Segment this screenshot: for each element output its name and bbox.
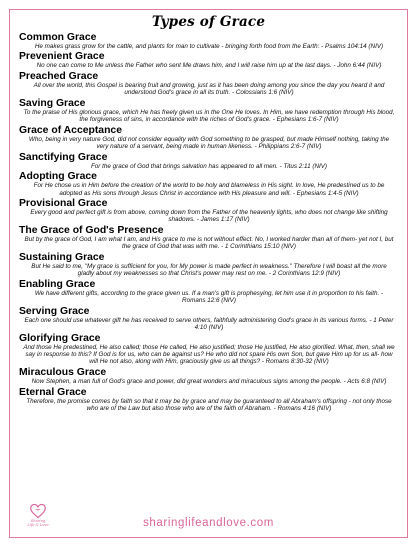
section-heading: Miraculous Grace: [19, 366, 107, 378]
scripture-verse: But by the grace of God, I am what I am, and His grace to me is not without effect. No, I worked harder than all of them- yet not I, but the grace of God that was with me. - 1 Corinthians 15:10 (NIV): [24, 236, 394, 251]
grace-section: [19, 198, 399, 223]
section-heading: Enabling Grace: [19, 278, 96, 290]
section-heading: Serving Grace: [19, 305, 90, 317]
section-heading: Prevenient Grace: [19, 51, 105, 63]
grace-section: [19, 152, 399, 170]
grace-section: [19, 71, 399, 96]
scripture-verse: We have different gifts, according to the grace given us. If a man's gift is prophesying, let him use it in proportion to his faith. - Romans 12:6 (NIV): [34, 289, 384, 305]
scripture-verse: Therefore, the promise comes by faith so that it may be by grace and may be guaranteed to all Abraham's offspring - not only those who are of the Law but also those who are of the faith of Abraham. - Romans 4:16 (NIV): [26, 397, 392, 412]
grace-section: [19, 32, 399, 50]
grace-section: [19, 225, 399, 250]
scripture-verse: To the praise of His glorious grace, which He has freely given us in the One He loves. In Him, we have redemption through His blood, the forgiveness of sins, in accordance with the riches of God's grace. - Ephesians 1:6-7 (NIV): [23, 108, 395, 124]
scripture-verse: Every good and perfect gift is from above, coming down from the Father of the heavenly lights, who does not change like shifting shadows. - James 1:17 (NIV): [30, 209, 388, 224]
grace-list: [10, 32, 407, 412]
section-heading: Eternal Grace: [19, 386, 87, 398]
section-heading: Saving Grace: [19, 97, 86, 109]
scripture-verse: Each one should use whatever gift he has received to serve others, faithfully administering God's grace in its various forms. - 1 Peter 4:10 (NIV): [24, 316, 394, 332]
section-heading: Preached Grace: [19, 70, 99, 82]
footer-url: sharinglifeandlove.com: [143, 517, 274, 529]
scripture-verse: Now Stephen, a man full of God's grace and power, did great wonders and miraculous signs among the people. - Acts 6:8 (NIV): [31, 377, 387, 385]
section-heading: Provisional Grace: [19, 198, 108, 210]
scripture-verse: All over the world, this Gospel is bearing fruit and growing, just as it has been doing among you since the day you heard it and understood God's grace in all its truth. - Colossians 1:6 (NIV): [33, 81, 385, 97]
grace-section: [19, 125, 399, 150]
grace-section: [19, 306, 399, 331]
grace-section: [19, 333, 399, 366]
section-heading: Common Grace: [19, 31, 97, 43]
grace-section: [19, 367, 399, 385]
scripture-verse: For He chose us in Him before the creation of the world to be holy and blameless in His sight. In love, He predestined us to be adopted as His sons through Jesus Christ in accordance with His pleasure and will. - Ephesians 1:4-5 (NIV): [33, 182, 385, 197]
scripture-verse: But He said to me, "My grace is sufficient for you, for My power is made perfect in weakness." Therefore I will boast all the more gladly about my weaknesses so that Christ's power may rest on me. - 2 Corinthians 12:9 (NIV): [31, 263, 387, 278]
section-heading: Sanctifying Grace: [19, 151, 108, 163]
grace-section: [19, 51, 399, 69]
grace-section: [19, 171, 399, 196]
grace-section: [19, 387, 399, 412]
scripture-verse: Who, being in very nature God, did not consider equality with God something to be grasped, but made Himself nothing, taking the very nature of a servant, being made in human likeness. - Philippians 2:6-7 (NIV): [28, 135, 390, 150]
logo-text-line1: Sharing: [30, 519, 46, 523]
section-heading: Grace of Acceptance: [19, 124, 122, 136]
page-title: Types of Grace: [151, 14, 266, 30]
grace-section: [19, 252, 399, 277]
logo-text-line2: Life & Love: [27, 523, 49, 527]
section-heading: The Grace of God's Presence: [19, 225, 164, 237]
section-heading: Sustaining Grace: [19, 252, 105, 264]
grace-section: [19, 98, 399, 123]
scripture-verse: He makes grass grow for the cattle, and plants for man to cultivate - bringing forth food from the Earth: - Psalms 104:14 (NIV): [34, 42, 384, 50]
scripture-verse: And those He predestined, He also called; those He called, He also justified; those He justified, He also glorified. What, then, shall we say in response to this? If God is for us, who can be against us? He who did not spare His own Son, but gave Him up for us all- how will He not also, along with Him, graciously give us all things? - Romans 8:30-32 (NIV): [23, 343, 395, 366]
scripture-verse: For the grace of God that brings salvation has appeared to all men. - Titus 2:11 (NIV): [90, 162, 328, 170]
section-heading: Glorifying Grace: [19, 332, 101, 344]
page: [9, 9, 408, 538]
section-heading: Adopting Grace: [19, 171, 97, 183]
grace-section: [19, 279, 399, 304]
footer: [10, 507, 407, 537]
scripture-verse: No one can come to Me unless the Father who sent Me draws him, and I will raise him up at the last days. - John 6:44 (NIV): [36, 62, 382, 70]
